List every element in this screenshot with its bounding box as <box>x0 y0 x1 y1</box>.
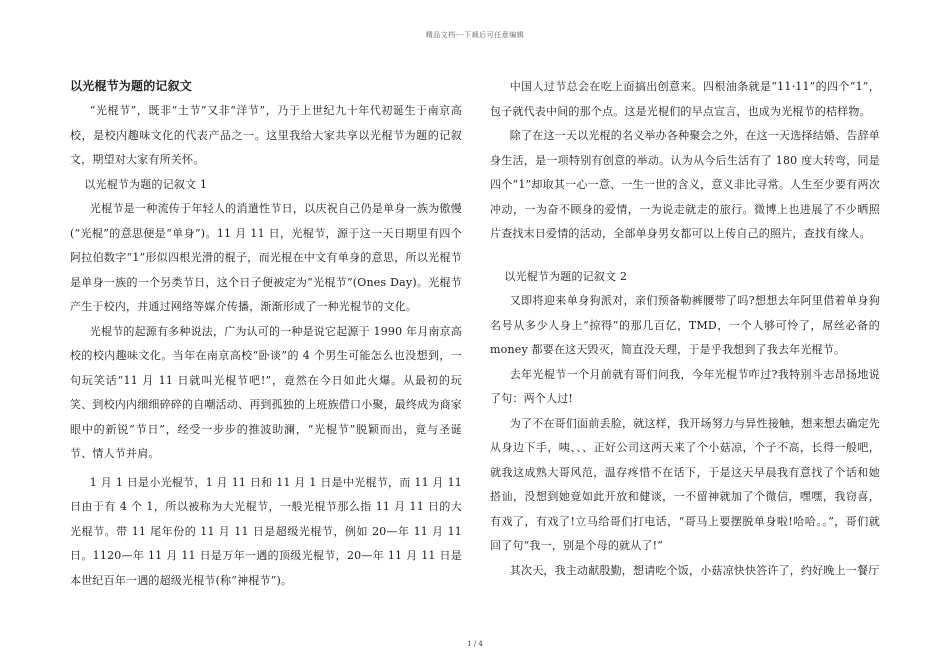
left-column <box>70 75 462 593</box>
body-paragraph: 其次天，我主动献殷勤，想请吃个饭，小菇凉快快答许了，约好晚上一餐厅 <box>509 563 880 577</box>
body-paragraph: 光棍节的起源有多种说法，广为认可的一种是说它起源于 1990 年月南京高校的校内趣味文化。当年在南京高校“卧谈”的 4 个男生可能怎么也没想到，一句玩笑话“11 月 11 日就叫光棍节吧!”，竟然在今日如此火爆。从最初的玩笑、到校内内细细碎碎的自嘲活动、再到孤独的上班族借口小聚，最终成为商家眼中的新锐“节日”，经受一步步的推波助澜，“光棍节”脱颖而出，竟与圣诞节、情人节并肩。 <box>70 324 462 460</box>
body-paragraph: 又即将迎来单身狗派对，亲们预备勒裤腰带了吗?想想去年阿里借着单身狗名号从多少人身上“掠得”的那几百亿，TMD，一个人够可怜了，屌丝必备的 money 都要在这天毁灭，简直没天理，于是乎我想到了我去年光棍节。 <box>490 294 880 356</box>
body-paragraph: 光棍节是一种流传于年轻人的消遣性节日，以庆祝自己仍是单身一族为傲慢(“光棍”的意思便是“单身”)。11 月 11 日，光棍节，源于这一天日期里有四个阿拉伯数字“1”形似四根光滑的棍子，而光棍在中文有单身的意思，所以光棍节是单身一族的一个另类节日，这个日子便被定为“光棍节”(Ones Day)。光棍节产生于校内，并通过网络等媒介传播，渐渐形成了一种光棍节的文化。 <box>70 202 462 313</box>
intro-paragraph: “光棍节”，既非“土节”又非“洋节”，乃于上世纪九十年代初诞生于南京高校，是校内趣味文化的代表产品之一。这里我给大家共享以光棍节为题的记叙文，期望对大家有所关怀。 <box>70 104 462 166</box>
right-column <box>490 75 880 583</box>
page-header-watermark: 精品文档---下载后可任意编辑 <box>425 31 525 39</box>
document-title: 以光棍节为题的记叙文 <box>70 79 193 93</box>
section-heading-2: 以光棍节为题的记叙文 2 <box>504 269 628 283</box>
body-paragraph: 除了在这一天以光棍的名义举办各种聚会之外，在这一天选择结婚、告辞单身生活，是一项特别有创意的举动。认为从今后生活有了 180 度大转弯，同是四个“1”却取其一心一意、一生一世的含义，意义非比寻常。人生至少要有两次冲动，一为奋不顾身的爱情，一为说走就走的旅行。微博上也进展了不少晒照片查找末日爱情的活动，全部单身男女都可以上传自己的照片，查找有缘人。 <box>490 129 880 240</box>
body-paragraph: 中国人过节总会在吃上面搞出创意来。四根油条就是“11·11”的四个“1”，包子就代表中间的那个点。这是光棍们的早点宣言，也成为光棍节的桔样物。 <box>490 80 880 118</box>
section-heading-1: 以光棍节为题的记叙文 1 <box>84 177 208 191</box>
body-paragraph: 去年光棍节一个月前就有哥们问我，今年光棍节咋过?我特别斗志昂扬地说了句：两个人过! <box>490 367 880 405</box>
body-paragraph: 为了不在哥们面前丢脸，就这样，我开场努力与异性接触，想来想去确定先从身边下手，咦、、、正好公司这两天来了个小菇凉，个子不高，长得一般吧，就我这成熟大哥风范，温存疼惜不在话下，于是这天早晨我有意找了个话和她搭讪，没想到她竟如此开放和健谈，一不留神就加了个微信，嘿嘿，我窃喜，有戏了，有戏了!立马给哥们打电话，“哥马上要摆脱单身啦!哈哈。。”，哥们就回了句“我一，别是个母的就从了!” <box>490 416 880 552</box>
page-number: 1 / 4 <box>467 640 483 648</box>
body-paragraph: 1 月 1 日是小光棍节，1 月 11 日和 11 月 1 日是中光棍节，而 11 月 11 日由于有 4 个 1，所以被称为大光棍节，一般光棍节那么指 11 月 11 日的大光棍节。带 11 尾年份的 11 月 11 日是超级光棍节，例如 20—年 11 月 11 日。1120—年 11 月 11 日是万年一遇的顶级光棍节，20—年 11 月 11 日是本世纪百年一遇的超级光棍节(称“神棍节”)。 <box>70 475 462 587</box>
